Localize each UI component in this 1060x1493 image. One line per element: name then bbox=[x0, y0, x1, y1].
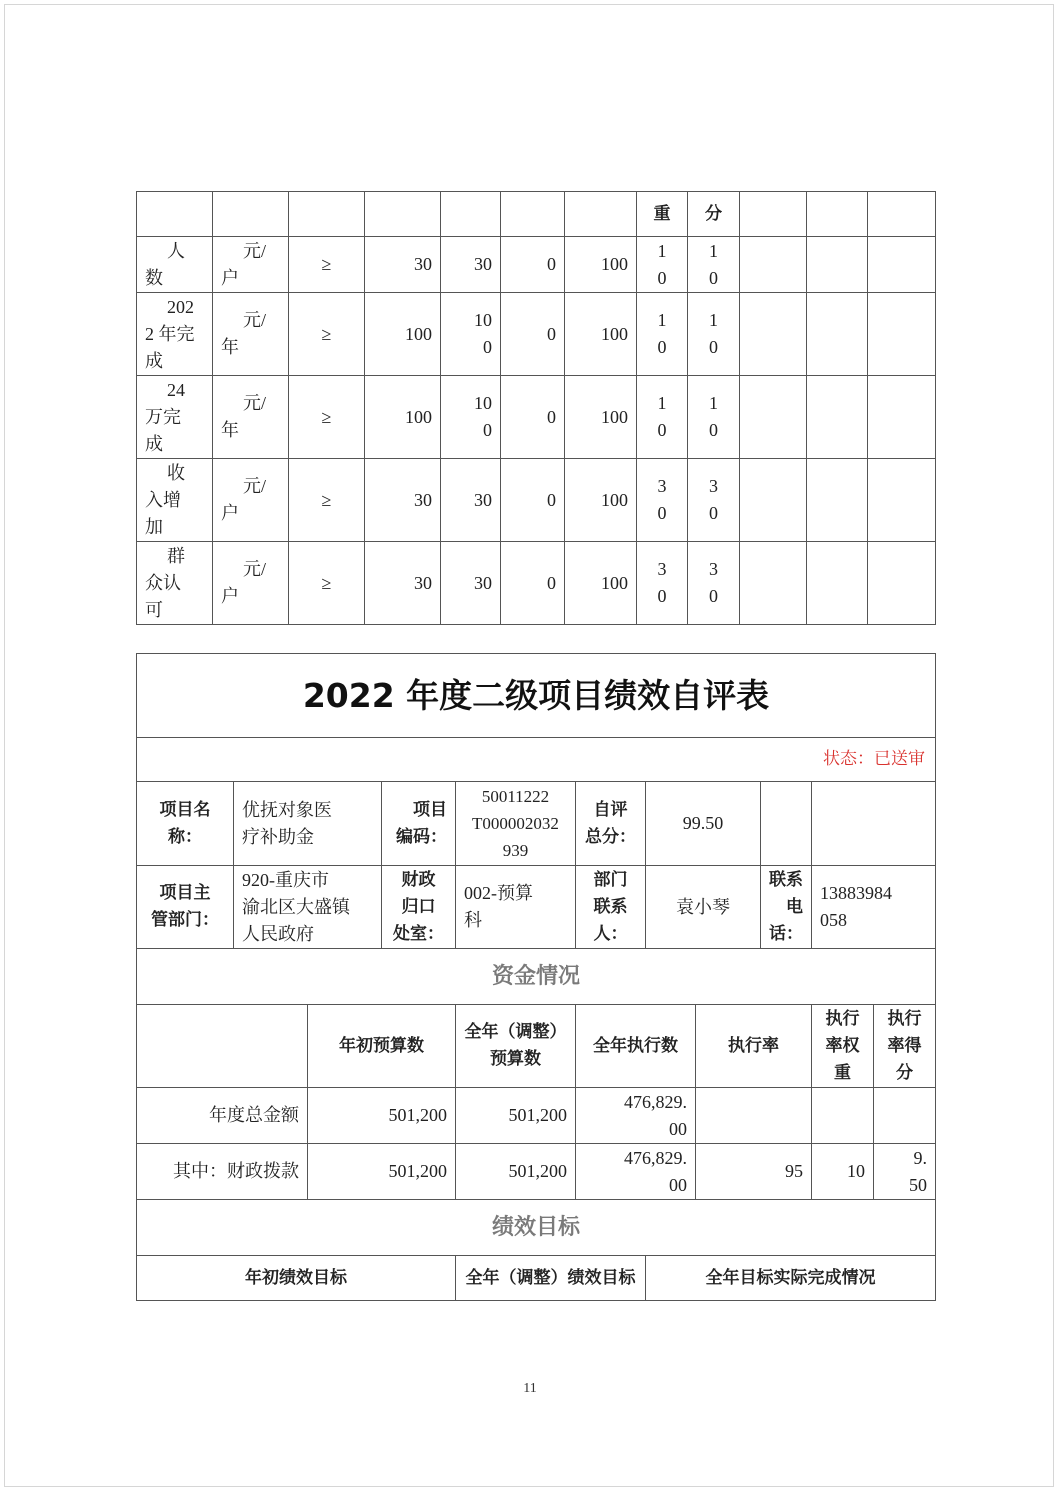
actual-completion-header: 全年目标实际完成情况 bbox=[646, 1256, 936, 1301]
indicator-name: 收 入增 加 bbox=[137, 459, 213, 542]
indicator-actual-value: 30 bbox=[441, 237, 501, 293]
funds-section-title: 资金情况 bbox=[137, 949, 936, 1005]
self-evaluation-form bbox=[136, 653, 936, 1301]
indicator-deviation: 0 bbox=[501, 376, 565, 459]
funds-row bbox=[137, 1088, 936, 1144]
empty-cell bbox=[807, 376, 868, 459]
rate-value: 95 bbox=[696, 1144, 812, 1200]
status-badge: 状态：已送审 bbox=[137, 738, 936, 782]
dept-value: 920-重庆市 渝北区大盛镇 人民政府 bbox=[234, 866, 382, 949]
indicator-completion: 100 bbox=[565, 293, 637, 376]
project-code-label: 项目 编码： bbox=[382, 782, 456, 866]
indicator-score: 3 0 bbox=[688, 542, 740, 625]
indicator-deviation: 0 bbox=[501, 293, 565, 376]
indicator-row bbox=[137, 376, 936, 459]
indicator-target-value: 100 bbox=[365, 293, 441, 376]
weight-header: 执行 率权 重 bbox=[812, 1005, 874, 1088]
project-name-label: 项目名 称： bbox=[137, 782, 234, 866]
indicator-score: 1 0 bbox=[688, 237, 740, 293]
indicator-target-value: 30 bbox=[365, 542, 441, 625]
indicator-weight: 1 0 bbox=[637, 237, 688, 293]
funds-row-label: 其中：财政拨款 bbox=[137, 1144, 308, 1200]
empty-cell bbox=[137, 1005, 308, 1088]
dept-label: 项目主 管部门： bbox=[137, 866, 234, 949]
funds-row-label: 年度总金额 bbox=[137, 1088, 308, 1144]
form-title: 2022 年度二级项目绩效自评表 bbox=[137, 654, 936, 738]
score-value bbox=[874, 1088, 936, 1144]
score-header: 执行 率得 分 bbox=[874, 1005, 936, 1088]
indicator-target-value: 100 bbox=[365, 376, 441, 459]
indicator-weight: 3 0 bbox=[637, 459, 688, 542]
indicator-operator: ≥ bbox=[289, 293, 365, 376]
indicator-completion: 100 bbox=[565, 237, 637, 293]
empty-cell bbox=[740, 376, 807, 459]
indicator-operator: ≥ bbox=[289, 237, 365, 293]
indicator-completion: 100 bbox=[565, 542, 637, 625]
weight-value: 10 bbox=[812, 1144, 874, 1200]
contact-label: 部门 联系 人： bbox=[576, 866, 646, 949]
indicator-unit: 元/ 年 bbox=[213, 376, 289, 459]
empty-cell bbox=[807, 542, 868, 625]
empty-cell bbox=[868, 237, 936, 293]
indicator-name: 202 2 年完 成 bbox=[137, 293, 213, 376]
empty-cell bbox=[812, 782, 936, 866]
empty-cell bbox=[807, 459, 868, 542]
indicator-operator: ≥ bbox=[289, 459, 365, 542]
self-score-value: 99.50 bbox=[646, 782, 761, 866]
executed-value: 476,829. 00 bbox=[576, 1088, 696, 1144]
score-header: 分 bbox=[688, 192, 740, 237]
self-score-label: 自评 总分： bbox=[576, 782, 646, 866]
targets-section-title: 绩效目标 bbox=[137, 1200, 936, 1256]
indicator-weight: 1 0 bbox=[637, 376, 688, 459]
initial-target-header: 年初绩效目标 bbox=[137, 1256, 456, 1301]
empty-cell bbox=[761, 782, 812, 866]
indicator-target-value: 30 bbox=[365, 237, 441, 293]
empty-cell bbox=[868, 376, 936, 459]
indicator-completion: 100 bbox=[565, 376, 637, 459]
indicator-actual-value: 10 0 bbox=[441, 376, 501, 459]
adjusted-budget-value: 501,200 bbox=[456, 1088, 576, 1144]
indicator-actual-value: 30 bbox=[441, 459, 501, 542]
indicator-deviation: 0 bbox=[501, 542, 565, 625]
indicator-deviation: 0 bbox=[501, 459, 565, 542]
indicator-unit: 元/ 户 bbox=[213, 237, 289, 293]
indicator-row bbox=[137, 542, 936, 625]
indicator-row bbox=[137, 459, 936, 542]
indicator-operator: ≥ bbox=[289, 376, 365, 459]
indicator-weight: 1 0 bbox=[637, 293, 688, 376]
empty-cell bbox=[868, 542, 936, 625]
indicator-weight: 3 0 bbox=[637, 542, 688, 625]
indicator-actual-value: 30 bbox=[441, 542, 501, 625]
empty-cell bbox=[740, 459, 807, 542]
project-name-value: 优抚对象医 疗补助金 bbox=[234, 782, 382, 866]
contact-value: 袁小琴 bbox=[646, 866, 761, 949]
indicator-row bbox=[137, 293, 936, 376]
score-value: 9. 50 bbox=[874, 1144, 936, 1200]
empty-cell bbox=[740, 542, 807, 625]
empty-cell bbox=[807, 237, 868, 293]
empty-cell bbox=[740, 293, 807, 376]
executed-header: 全年执行数 bbox=[576, 1005, 696, 1088]
initial-budget-value: 501,200 bbox=[308, 1144, 456, 1200]
indicator-unit: 元/ 户 bbox=[213, 459, 289, 542]
indicator-name: 24 万完 成 bbox=[137, 376, 213, 459]
adjusted-budget-header: 全年（调整） 预算数 bbox=[456, 1005, 576, 1088]
indicator-name: 群 众认 可 bbox=[137, 542, 213, 625]
executed-value: 476,829. 00 bbox=[576, 1144, 696, 1200]
page-number: 11 bbox=[523, 1381, 537, 1396]
indicator-header-row bbox=[137, 192, 936, 237]
indicator-unit: 元/ 年 bbox=[213, 293, 289, 376]
indicator-score: 1 0 bbox=[688, 293, 740, 376]
indicator-score: 1 0 bbox=[688, 376, 740, 459]
adjusted-budget-value: 501,200 bbox=[456, 1144, 576, 1200]
indicator-table bbox=[136, 191, 936, 625]
phone-value: 13883984 058 bbox=[812, 866, 936, 949]
rate-header: 执行率 bbox=[696, 1005, 812, 1088]
indicator-target-value: 30 bbox=[365, 459, 441, 542]
phone-label: 联系 电 话： bbox=[761, 866, 812, 949]
empty-cell bbox=[868, 293, 936, 376]
adjusted-target-header: 全年（调整）绩效目标 bbox=[456, 1256, 646, 1301]
empty-cell bbox=[807, 293, 868, 376]
finance-label: 财政 归口 处室： bbox=[382, 866, 456, 949]
weight-value bbox=[812, 1088, 874, 1144]
weight-header: 重 bbox=[637, 192, 688, 237]
indicator-operator: ≥ bbox=[289, 542, 365, 625]
indicator-score: 3 0 bbox=[688, 459, 740, 542]
funds-row bbox=[137, 1144, 936, 1200]
indicator-unit: 元/ 户 bbox=[213, 542, 289, 625]
initial-budget-value: 501,200 bbox=[308, 1088, 456, 1144]
project-code-value: 50011222 T000002032 939 bbox=[456, 782, 576, 866]
indicator-name: 人 数 bbox=[137, 237, 213, 293]
indicator-completion: 100 bbox=[565, 459, 637, 542]
indicator-deviation: 0 bbox=[501, 237, 565, 293]
indicator-actual-value: 10 0 bbox=[441, 293, 501, 376]
initial-budget-header: 年初预算数 bbox=[308, 1005, 456, 1088]
finance-value: 002-预算 科 bbox=[456, 866, 576, 949]
rate-value bbox=[696, 1088, 812, 1144]
empty-cell bbox=[868, 459, 936, 542]
empty-cell bbox=[740, 237, 807, 293]
indicator-row bbox=[137, 237, 936, 293]
